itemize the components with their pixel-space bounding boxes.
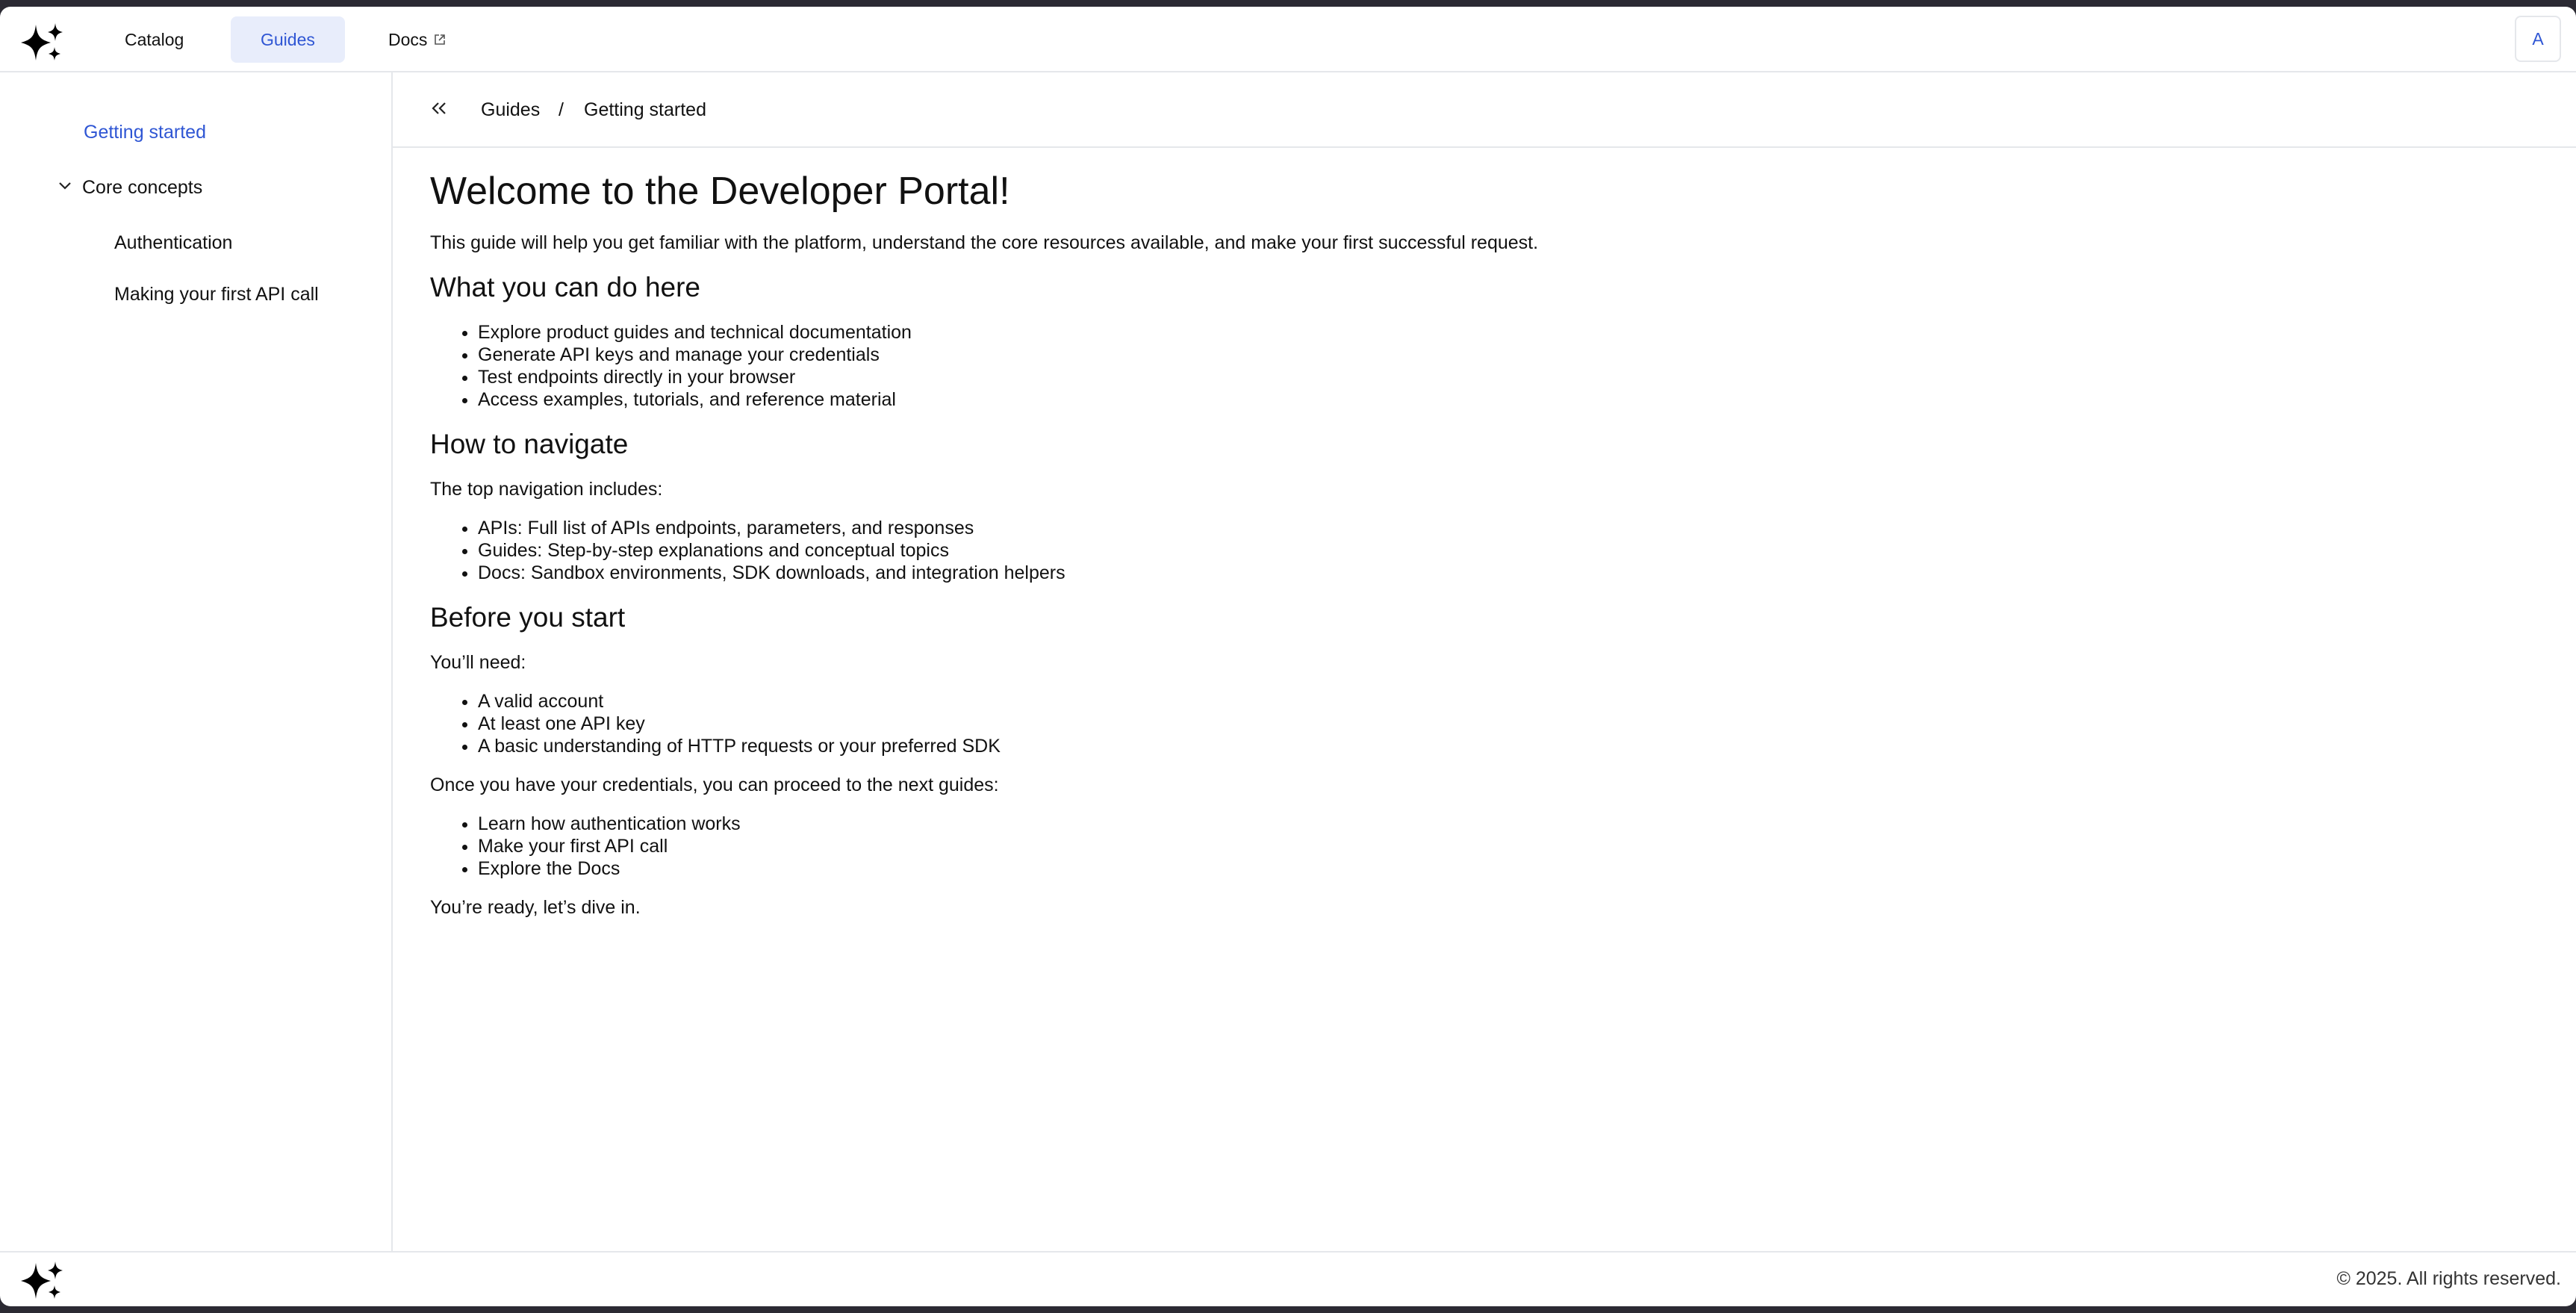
list-item: • Explore the Docs: [478, 857, 2521, 880]
chevron-down-icon: [57, 178, 73, 194]
section-heading: What you can do here: [430, 272, 700, 302]
section-heading: Before you start: [430, 602, 626, 633]
paragraph: You’ll need:: [430, 652, 526, 673]
browser-viewport: [0, 7, 2576, 1306]
paragraph: The top navigation includes:: [430, 479, 663, 500]
list-item: • At least one API key: [478, 713, 2521, 735]
collapse-sidebar-icon[interactable]: [426, 96, 452, 122]
nav-docs-label: Docs: [388, 30, 428, 49]
bullet-list: [430, 517, 2521, 584]
user-avatar-button[interactable]: A: [2515, 16, 2561, 62]
copyright-text: © 2025. All rights reserved.: [2336, 1268, 2561, 1289]
nav-docs[interactable]: [358, 16, 476, 63]
sidebar: [0, 72, 393, 1251]
sidebar-item-label: Core concepts: [82, 177, 203, 198]
footer: [0, 1251, 2576, 1306]
breadcrumb-separator: /: [559, 99, 564, 120]
list-item: • A basic understanding of HTTP requests or your preferred SDK: [478, 735, 2521, 757]
breadcrumb-current: Getting started: [584, 99, 706, 120]
list-item: • Test endpoints directly in your browser: [478, 366, 2521, 388]
list-item: • APIs: Full list of APIs endpoints, parameters, and responses: [478, 517, 2521, 539]
page-title: Welcome to the Developer Portal!: [430, 170, 1010, 213]
article-content: [430, 148, 2521, 919]
list-item: • Make your first API call: [478, 835, 2521, 857]
nav-guides[interactable]: Guides: [231, 16, 345, 63]
breadcrumb-guides-link[interactable]: Guides: [481, 99, 541, 120]
closing-text: You’re ready, let’s dive in.: [430, 897, 641, 918]
bullet-list: [430, 813, 2521, 880]
nav-catalog[interactable]: Catalog: [125, 30, 184, 49]
list-item: • A valid account: [478, 690, 2521, 713]
list-item: • Explore product guides and technical documentation: [478, 321, 2521, 344]
bullet-list: [430, 321, 2521, 411]
external-link-icon: [433, 33, 447, 46]
bullet-list: [430, 690, 2521, 757]
sidebar-item-authentication[interactable]: Authentication: [114, 232, 233, 253]
intro-text: This guide will help you get familiar with the platform, understand the core resources available, and make your first successful request.: [430, 232, 1539, 253]
list-item: • Generate API keys and manage your credentials: [478, 344, 2521, 366]
list-item: • Learn how authentication works: [478, 813, 2521, 835]
top-navigation: [0, 7, 2576, 72]
list-item: • Access examples, tutorials, and reference material: [478, 388, 2521, 411]
list-item: • Guides: Step-by-step explanations and conceptual topics: [478, 539, 2521, 562]
breadcrumb: [393, 72, 2576, 148]
sidebar-item-first-api-call[interactable]: Making your first API call: [114, 284, 319, 305]
sparkle-logo-icon[interactable]: [18, 20, 67, 65]
section-heading: How to navigate: [430, 429, 629, 459]
sidebar-item-core-concepts[interactable]: [57, 177, 202, 199]
paragraph: Once you have your credentials, you can proceed to the next guides:: [430, 775, 999, 795]
list-item: • Docs: Sandbox environments, SDK downloads, and integration helpers: [478, 562, 2521, 584]
sparkle-logo-icon: [18, 1258, 67, 1303]
sidebar-item-getting-started[interactable]: Getting started: [84, 122, 206, 143]
